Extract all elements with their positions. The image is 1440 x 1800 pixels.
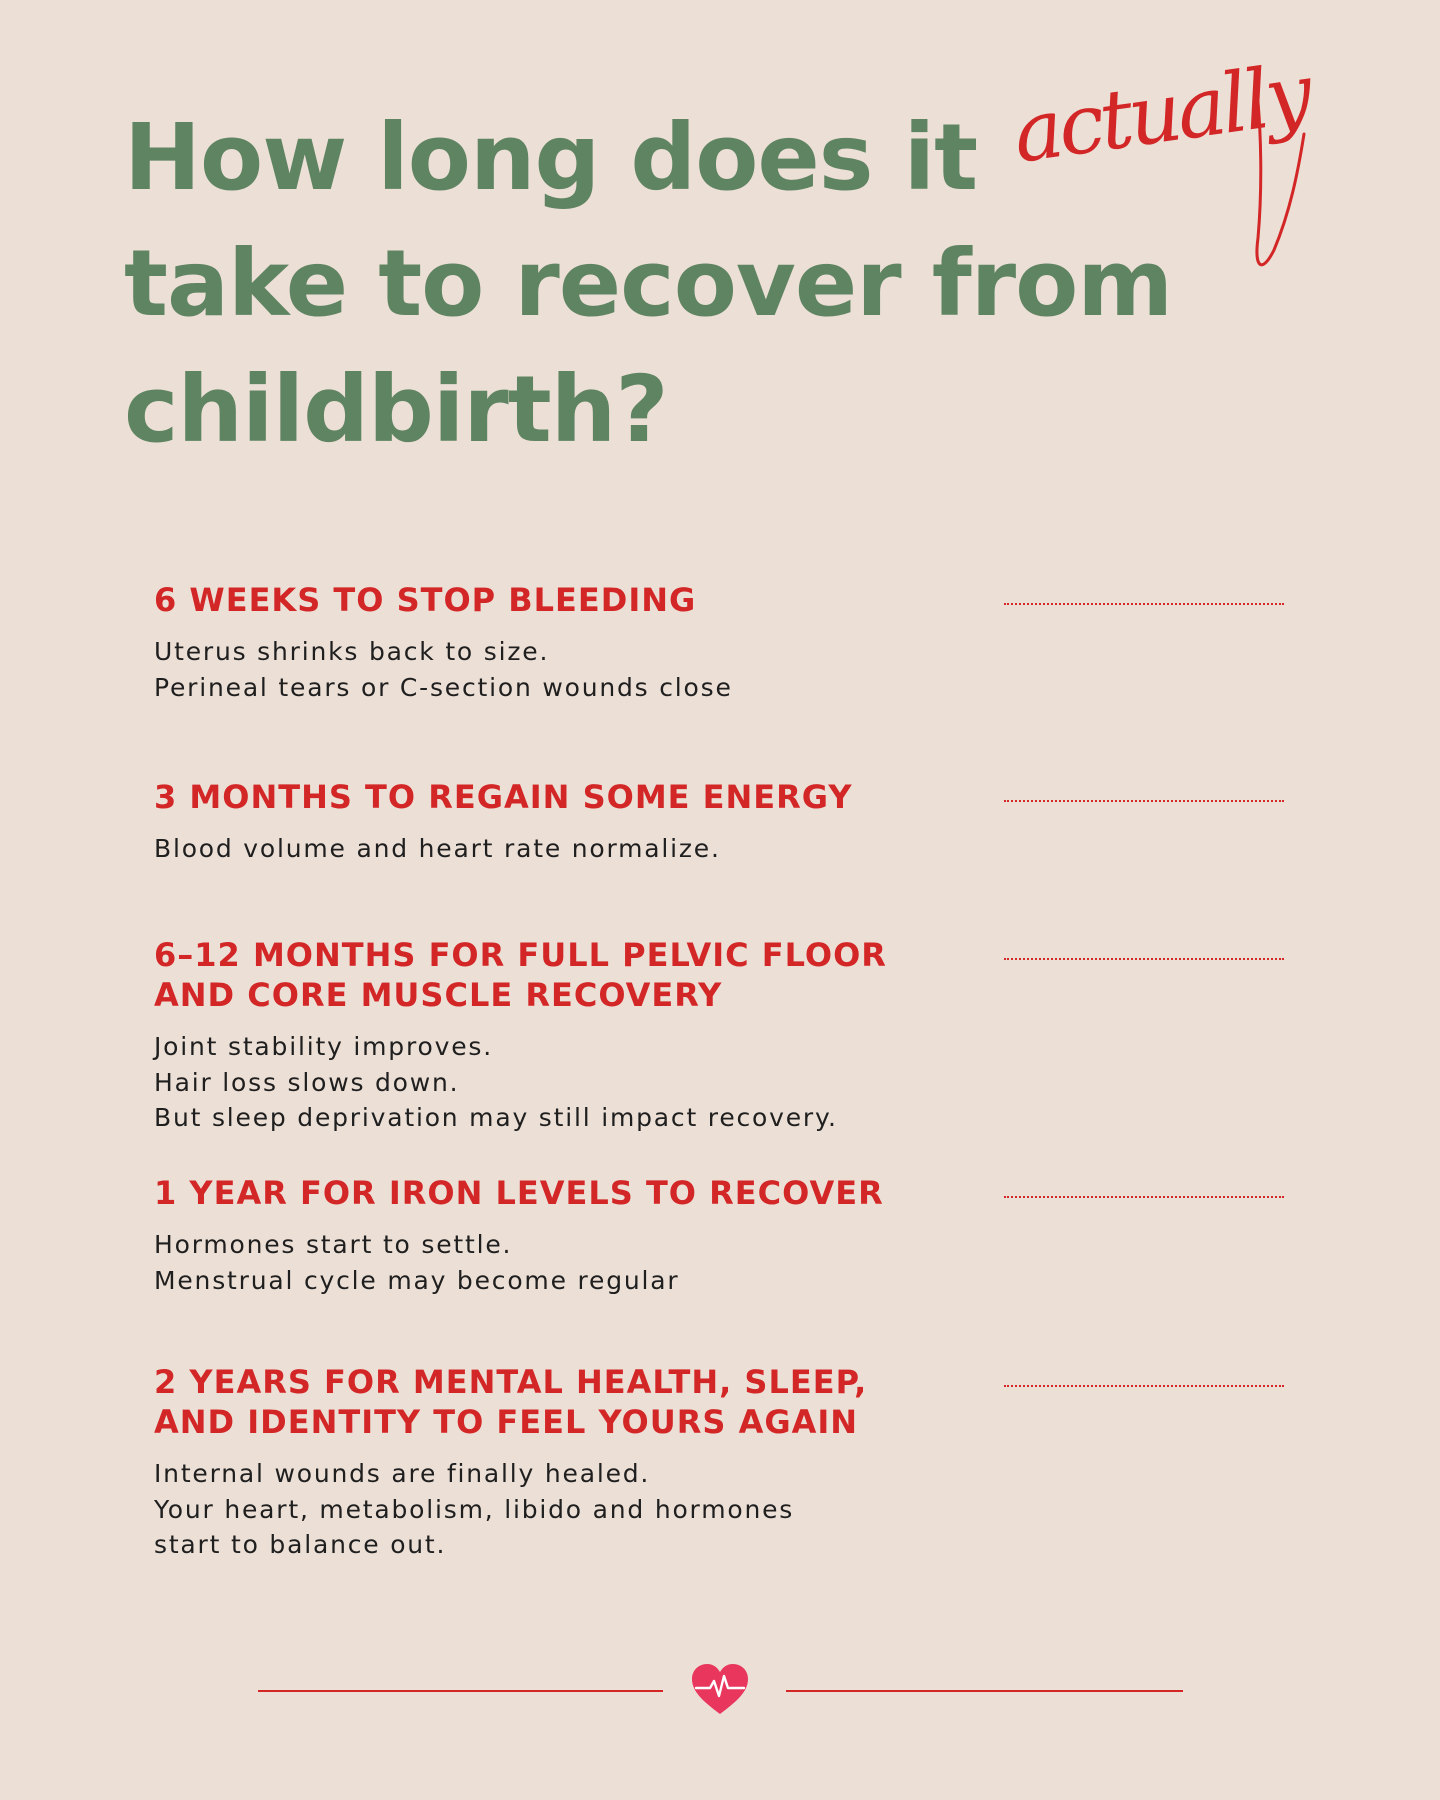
title-line-1: How long does it (124, 104, 978, 211)
description-line: Hair loss slows down. (154, 1067, 460, 1097)
description-line: Hormones start to settle. (154, 1230, 513, 1259)
milestone-description (154, 1456, 974, 1563)
description-line: Perineal tears or C-section wounds close (154, 672, 733, 702)
milestone-description (154, 634, 974, 705)
milestone-1-year (154, 1173, 1284, 1298)
milestone-heading: 1 YEAR FOR IRON LEVELS TO RECOVER (154, 1174, 884, 1212)
description-line: But sleep deprivation may still impact recovery. (154, 1103, 838, 1132)
description-line: start to balance out. (154, 1530, 447, 1559)
dotted-leader (1004, 603, 1284, 605)
footer-divider-left (258, 1690, 663, 1692)
milestone-2-years (154, 1362, 1284, 1563)
title-line-3: childbirth? (124, 356, 668, 463)
milestone-3-months (154, 777, 1284, 867)
milestone-description (154, 1227, 974, 1298)
milestone-heading: 6 WEEKS TO STOP BLEEDING (154, 581, 697, 619)
description-line: Menstrual cycle may become regular (154, 1265, 680, 1295)
dotted-leader (1004, 958, 1284, 960)
heart-pulse-icon (690, 1664, 750, 1716)
accent-word-actually (1007, 42, 1318, 282)
milestone-6-12-months (154, 935, 1284, 1136)
dotted-leader (1004, 1196, 1284, 1198)
footer-divider-right (786, 1690, 1183, 1692)
description-line: Uterus shrinks back to size. (154, 637, 550, 666)
description-line: Blood volume and heart rate normalize. (154, 834, 721, 863)
milestone-6-weeks (154, 580, 1284, 705)
milestone-heading: 3 MONTHS TO REGAIN SOME ENERGY (154, 778, 853, 816)
milestone-description (154, 1029, 974, 1136)
dotted-leader (1004, 1385, 1284, 1387)
milestone-description (154, 831, 974, 867)
dotted-leader (1004, 800, 1284, 802)
description-line: Internal wounds are finally healed. (154, 1459, 651, 1488)
title-line-2: take to recover from (124, 230, 1173, 337)
milestone-heading: 2 YEARS FOR MENTAL HEALTH, SLEEP, AND IDENTITY TO FEEL YOURS AGAIN (154, 1363, 868, 1441)
description-line: Joint stability improves. (154, 1032, 493, 1061)
accent-word-text: actually (1007, 46, 1315, 182)
description-line: Your heart, metabolism, libido and hormones (154, 1494, 795, 1524)
milestone-heading: 6–12 MONTHS FOR FULL PELVIC FLOOR AND CORE MUSCLE RECOVERY (154, 936, 887, 1014)
